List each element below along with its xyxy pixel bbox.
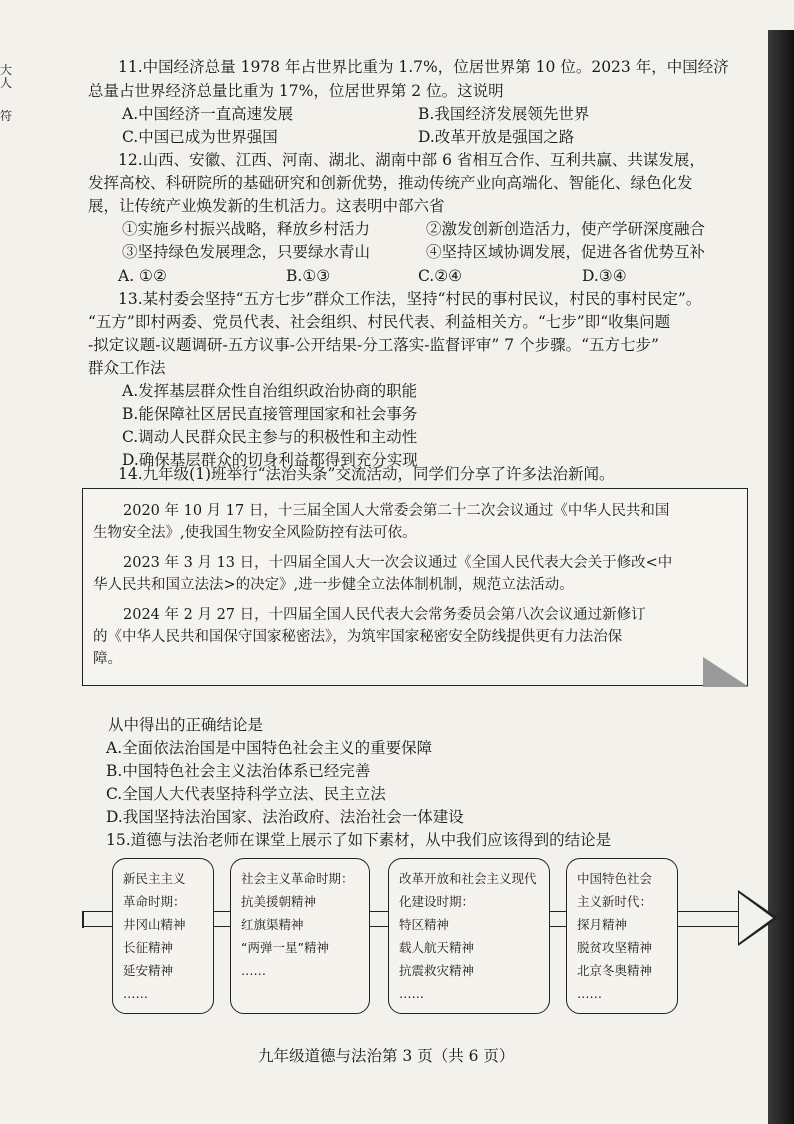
q12-statement-4: ④坚持区域协调发展，促进各省优势互补 xyxy=(426,243,706,261)
q12-stem-line: 发挥高校、科研院所的基础研究和创新优势，推动传统产业向高端化、智能化、绿色化发 xyxy=(88,174,693,192)
q14-option-a[interactable]: A.全面依法治国是中国特色社会主义的重要保障 xyxy=(106,739,433,757)
timeline-arrow-tail xyxy=(82,911,84,928)
stage-line: 中国特色社会 xyxy=(577,871,653,886)
news-line: 的《中华人民共和国保守国家秘密法》，为筑牢国家秘密安全防线提供更有力法治保 xyxy=(93,629,623,645)
news-line: 生物安全法》,使我国生物安全风险防控有法可依。 xyxy=(93,525,417,541)
left-char: 大 xyxy=(0,63,13,77)
stage-line: 探月精神 xyxy=(577,917,628,932)
q11-option-b[interactable]: B.我国经济发展领先世界 xyxy=(418,105,590,123)
stage-line: …… xyxy=(241,963,266,978)
q12-option-b[interactable]: B.①③ xyxy=(286,267,331,285)
q11-option-d[interactable]: D.改革开放是强国之路 xyxy=(418,128,575,146)
stage-line: 长征精神 xyxy=(123,940,174,955)
q13-stem-line: 群众工作法 xyxy=(88,359,166,377)
stage-line: 红旗渠精神 xyxy=(241,917,304,932)
q13-stem-line: “五方”即村两委、党员代表、社会组织、村民代表、利益相关方。“七步”即“收集问题 xyxy=(88,313,671,331)
left-char: 人 xyxy=(0,76,13,90)
stage-line: 化建设时期： xyxy=(399,894,475,909)
q11-stem-line: 11.中国经济总量 1978 年占世界比重为 1.7%，位居世界第 10 位。2023 年，中国经济 xyxy=(118,58,729,76)
q12-option-c[interactable]: C.②④ xyxy=(418,267,463,285)
stage-line: 革命时期： xyxy=(123,894,186,909)
q13-stem-line: -拟定议题-议题调研-五方议事-公开结果-分工落实-监督评审” 7 个步骤。“五方七步” xyxy=(88,336,659,354)
q12-statement-1: ①实施乡村振兴战略，释放乡村活力 xyxy=(122,220,371,238)
q14-option-c[interactable]: C.全国人大代表坚持科学立法、民主立法 xyxy=(106,785,386,803)
stage-line: 延安精神 xyxy=(123,963,174,978)
q14-option-b[interactable]: B.中国特色社会主义法治体系已经完善 xyxy=(106,762,371,780)
q14-question: 从中得出的正确结论是 xyxy=(108,716,264,734)
stage-line: 社会主义革命时期： xyxy=(241,871,354,886)
page-edge-shadow xyxy=(768,30,794,1124)
timeline-stage-new-democratic xyxy=(112,858,214,1014)
stage-line: 北京冬奥精神 xyxy=(577,963,653,978)
stage-line: …… xyxy=(399,986,424,1001)
stage-line: 井冈山精神 xyxy=(123,917,186,932)
q11-option-c[interactable]: C.中国已成为世界强国 xyxy=(122,128,278,146)
stage-line: …… xyxy=(123,986,148,1001)
q11-stem-line: 总量占世界经济总量比重为 17%，位居世界第 2 位。这说明 xyxy=(88,82,504,100)
q13-stem-line: 13.某村委会坚持“五方七步”群众工作法，坚持“村民的事村民议，村民的事村民定”。 xyxy=(118,290,702,308)
q13-option-d[interactable]: D.确保基层群众的切身利益都得到充分实现 xyxy=(122,451,418,469)
timeline-stage-reform-opening xyxy=(388,858,550,1014)
q13-option-b[interactable]: B.能保障社区居民直接管理国家和社会事务 xyxy=(122,405,418,423)
stage-line: 主义新时代： xyxy=(577,894,653,909)
q12-statement-3: ③坚持绿色发展理念，只要绿水青山 xyxy=(122,243,371,261)
stage-line: 脱贫攻坚精神 xyxy=(577,940,653,955)
stage-line: 载人航天精神 xyxy=(399,940,475,955)
news-line: 2024 年 2 月 27 日，十四届全国人民代表大会常务委员会第八次会议通过新修订 xyxy=(123,607,646,623)
q12-statement-2: ②激发创新创造活力，使产学研深度融合 xyxy=(426,220,706,238)
page-fold-corner xyxy=(703,657,749,687)
timeline-stage-new-era xyxy=(566,858,678,1014)
stage-line: 抗美援朝精神 xyxy=(241,894,317,909)
q12-option-d[interactable]: D.③④ xyxy=(582,267,627,285)
news-line: 2020 年 10 月 17 日，十三届全国人大常委会第二十二次会议通过《中华人民共和国 xyxy=(123,503,670,519)
q12-stem-line: 展，让传统产业焕发新的生机活力。这表明中部六省 xyxy=(88,197,445,215)
q13-option-c[interactable]: C.调动人民群众民主参与的积极性和主动性 xyxy=(122,428,418,446)
left-char: 符 xyxy=(0,109,13,123)
news-line: 2023 年 3 月 13 日，十四届全国人大一次会议通过《全国人民代表大会关于修改<中 xyxy=(123,555,673,571)
stage-line: 特区精神 xyxy=(399,917,450,932)
q15-stem: 15.道德与法治老师在课堂上展示了如下素材，从中我们应该得到的结论是 xyxy=(106,831,612,849)
q13-option-a[interactable]: A.发挥基层群众性自治组织政治协商的职能 xyxy=(122,382,418,400)
page-footer: 九年级道德与法治第 3 页（共 6 页） xyxy=(258,1047,515,1065)
q12-stem-line: 12.山西、安徽、江西、河南、湖北、湖南中部 6 省相互合作、互利共赢、共谋发展， xyxy=(118,151,705,169)
stage-line: …… xyxy=(577,986,602,1001)
q14-option-d[interactable]: D.我国坚持法治国家、法治政府、法治社会一体建设 xyxy=(106,808,464,826)
stage-line: “两弹一星”精神 xyxy=(241,940,329,955)
q14-stem: 14.九年级(1)班举行“法治头条”交流活动，同学们分享了许多法治新闻。 xyxy=(118,465,615,483)
timeline-arrow-head-fill xyxy=(739,893,773,943)
stage-line: 新民主主义 xyxy=(123,871,186,886)
stage-line: 改革开放和社会主义现代 xyxy=(399,871,537,886)
timeline-stage-socialist-revolution xyxy=(230,858,370,1014)
q11-option-a[interactable]: A.中国经济一直高速发展 xyxy=(122,105,294,123)
news-line: 障。 xyxy=(93,651,122,667)
news-material-box xyxy=(82,488,748,686)
stage-line: 抗震救灾精神 xyxy=(399,963,475,978)
q12-option-a[interactable]: A. ①② xyxy=(118,267,167,285)
news-line: 华人民共和国立法法>的决定》,进一步健全立法体制机制，规范立法活动。 xyxy=(93,577,574,593)
